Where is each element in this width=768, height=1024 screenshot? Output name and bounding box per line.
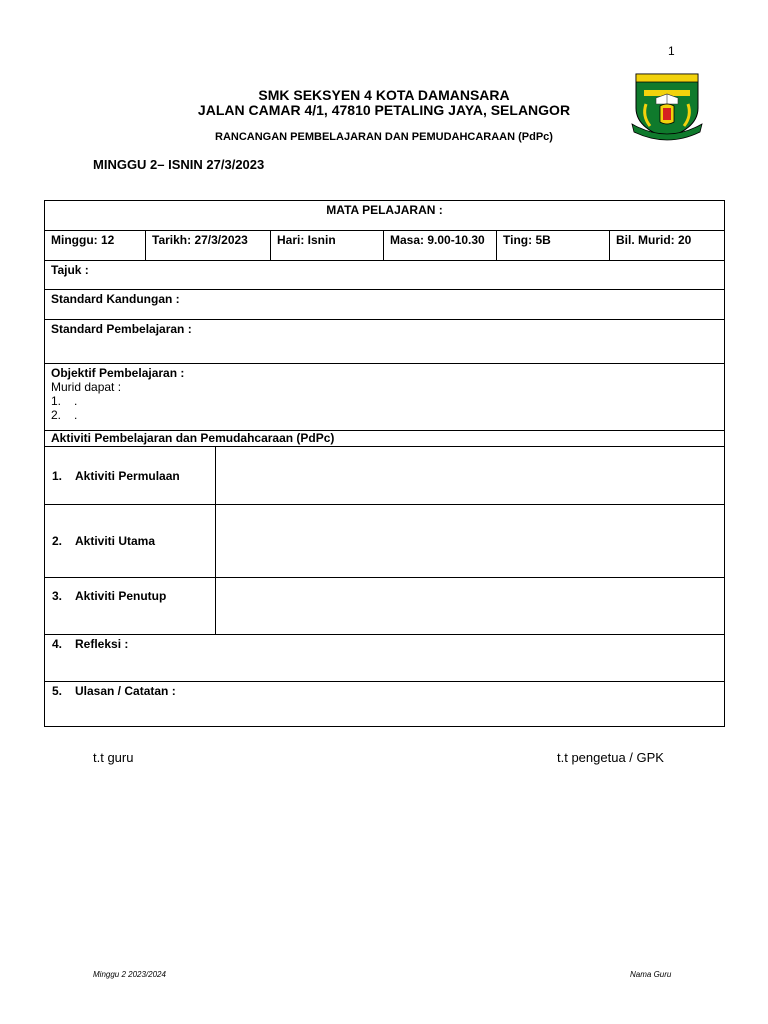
time-cell[interactable]: Masa: 9.00-10.30 [384,231,497,261]
document-title: RANCANGAN PEMBELAJARAN DAN PEMUDAHCARAAN (PdPc) [215,131,553,143]
school-crest-icon [630,68,704,142]
week-heading: MINGGU 2– ISNIN 27/3/2023 [93,157,265,172]
objective-item: 2. . [51,408,78,422]
learning-standard-cell[interactable]: Standard Pembelajaran : [45,320,725,364]
activity-start-field[interactable] [216,447,725,505]
activity-start-label: 1. Aktiviti Permulaan [45,447,216,505]
page-number: 1 [668,44,675,58]
objective-item: 1. . [51,394,78,408]
lesson-plan-table [44,200,725,727]
footer-left: Minggu 2 2023/2024 [93,970,166,979]
form-cell[interactable]: Ting: 5B [497,231,610,261]
activity-main-label: 2. Aktiviti Utama [45,505,216,578]
subject-cell[interactable]: MATA PELAJARAN : [45,201,725,231]
content-standard-cell[interactable]: Standard Kandungan : [45,290,725,320]
school-address: JALAN CAMAR 4/1, 47810 PETALING JAYA, SELANGOR [197,102,571,118]
objective-label: Objektif Pembelajaran : [51,366,185,380]
activity-closing-label: 3. Aktiviti Penutup [45,578,216,635]
topic-cell[interactable]: Tajuk : [45,261,725,290]
reflection-cell[interactable]: 4. Refleksi : [45,635,725,682]
activity-main-field[interactable] [216,505,725,578]
day-cell[interactable]: Hari: Isnin [271,231,384,261]
school-name: SMK SEKSYEN 4 KOTA DAMANSARA [258,87,510,103]
student-count-cell[interactable]: Bil. Murid: 20 [610,231,725,261]
date-cell[interactable]: Tarikh: 27/3/2023 [146,231,271,261]
activity-closing-field[interactable] [216,578,725,635]
week-cell[interactable]: Minggu: 12 [45,231,146,261]
activities-heading: Aktiviti Pembelajaran dan Pemudahcaraan (PdPc) [45,431,725,447]
teacher-signature-label: t.t guru [93,750,134,765]
principal-signature-label: t.t pengetua / GPK [557,750,664,765]
remarks-cell[interactable]: 5. Ulasan / Catatan : [45,682,725,727]
objective-intro: Murid dapat : [51,380,122,394]
objective-cell[interactable] [45,364,725,431]
footer-right: Nama Guru [630,970,672,979]
